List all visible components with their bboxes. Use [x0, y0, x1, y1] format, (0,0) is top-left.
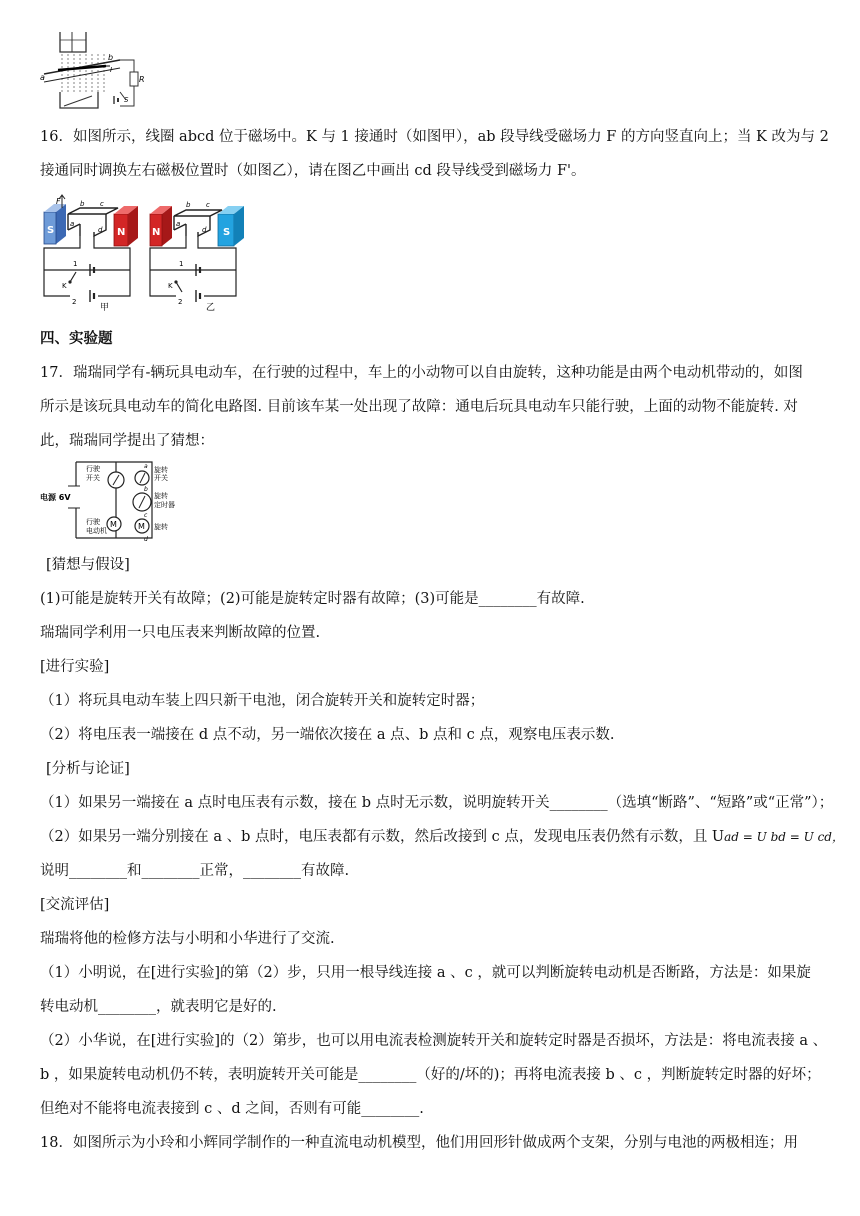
- point-d: d: [144, 536, 148, 542]
- section-heading: 四、实验题: [40, 331, 113, 347]
- experiment-heading: [进行实验]: [40, 659, 110, 675]
- rotate-switch-label-1: 旋转: [154, 466, 168, 474]
- drive-motor-M: M: [110, 520, 117, 529]
- timer-label-2: 定时器: [154, 501, 175, 509]
- method-text: 瑞瑞同学利用一只电压表来判断故障的位置.: [40, 625, 321, 641]
- analysis-heading: [分析与论证]: [46, 761, 130, 777]
- evaluation-1b: 转电动机________，就表明它是好的.: [40, 999, 277, 1015]
- evaluation-heading: [交流评估]: [40, 897, 110, 913]
- q16-line1: 16．如图所示，线圈 abcd 位于磁场中。K 与 1 接通时（如图甲），ab 段导线受磁场力 F 的方向竖直向上；当 K 改为与 2: [40, 129, 829, 145]
- label-N: N: [117, 227, 126, 238]
- label-2: 2: [72, 298, 77, 306]
- analysis-3: 说明________和________正常，________有故障.: [40, 863, 350, 879]
- q17-line2: 所示是该玩具电动车的简化电路图. 目前该车某一处出现了故障：通电后玩具电动车只能行驶，上面的动物不能旋转. 对: [40, 399, 798, 415]
- label-S: S: [124, 96, 129, 104]
- label-a: a: [70, 220, 75, 228]
- label-K: K: [62, 282, 67, 290]
- guess-heading: [猜想与假设]: [46, 557, 130, 573]
- rotate-motor-M: M: [138, 522, 145, 531]
- point-a: a: [144, 463, 148, 470]
- figure-jia: [40, 192, 144, 316]
- q16-line2: 接通同时调换左右磁极位置时（如图乙），请在图乙中画出 cd 段导线受到磁场力 F'。: [40, 163, 586, 179]
- evaluation-2b: b ，如果旋转电动机仍不转，表明旋转开关可能是________（好的/坏的)；再将电流表接 b 、c ，判断旋转定时器的好坏；: [40, 1067, 821, 1083]
- label-d: d: [202, 226, 207, 234]
- analysis-2-equation: ad = U bd = U cd，: [724, 830, 844, 844]
- analysis-2-text: （2）如果另一端分别接在 a 、b 点时，电压表都有示数，然后改接到 c 点，发现电压表仍然有示数，且 U: [40, 829, 725, 845]
- rotate-motor-label: 旋转: [154, 523, 168, 531]
- drive-motor-label-1: 行驶: [86, 518, 100, 526]
- drive-switch-label-1: 行驶: [86, 465, 100, 473]
- label-b: b: [108, 53, 114, 62]
- label-N: N: [152, 227, 161, 238]
- figure-yi: [146, 192, 250, 316]
- evaluation-intro: 瑞瑞将他的检修方法与小明和小华进行了交流.: [40, 931, 335, 947]
- experiment-step-2: （2）将电压表一端接在 d 点不动，另一端依次接在 a 点、b 点和 c 点，观察电压表示数.: [40, 727, 615, 743]
- figure-toy-circuit: [40, 458, 220, 542]
- label-S: S: [47, 225, 55, 236]
- caption-yi: 乙: [206, 303, 216, 313]
- evaluation-2a: （2）小华说，在[进行实验]的（2）第步，也可以用电流表检测旋转开关和旋转定时器是否损坏，方法是：将电流表接 a 、: [40, 1033, 828, 1049]
- caption-jia: 甲: [100, 303, 110, 313]
- label-b: b: [80, 200, 85, 208]
- label-I: I: [110, 66, 113, 74]
- evaluation-1a: （1）小明说，在[进行实验]的第（2）步，只用一根导线连接 a 、c ，就可以判断旋转电动机是否断路，方法是：如果旋: [40, 965, 811, 981]
- drive-switch-label-2: 开关: [86, 474, 100, 482]
- label-K: K: [168, 282, 173, 290]
- figure-magnet-rail: [38, 30, 148, 112]
- drive-motor-label-2: 电动机: [86, 527, 107, 535]
- label-2: 2: [178, 298, 183, 306]
- label-1: 1: [73, 260, 78, 268]
- guess-text: (1)可能是旋转开关有故障；(2)可能是旋转定时器有故障；(3)可能是________有故障.: [40, 591, 585, 607]
- timer-label-1: 旋转: [154, 492, 168, 500]
- label-S: S: [223, 227, 231, 238]
- label-a: a: [176, 220, 181, 228]
- q18-line1: 18．如图所示为小玲和小辉同学制作的一种直流电动机模型，他们用回形针做成两个支架，分别与电池的两极相连；用: [40, 1135, 798, 1151]
- experiment-step-1: （1）将玩具电动车装上四只新干电池，闭合旋转开关和旋转定时器；: [40, 693, 485, 709]
- point-b: b: [144, 486, 148, 493]
- point-c: c: [144, 512, 148, 519]
- q17-line3: 此，瑞瑞同学提出了猜想：: [40, 433, 214, 449]
- label-d: d: [98, 226, 103, 234]
- evaluation-2c: 但绝对不能将电流表接到 c 、d 之间，否则有可能________.: [40, 1101, 424, 1117]
- label-1: 1: [179, 260, 184, 268]
- power-label: 电源 6V: [40, 493, 71, 502]
- label-b: b: [186, 201, 191, 209]
- label-c: c: [100, 200, 104, 208]
- analysis-1: （1）如果另一端接在 a 点时电压表有示数，接在 b 点时无示数，说明旋转开关________（选填“断路”、“短路”或“正常”）；: [40, 795, 834, 811]
- label-c: c: [206, 201, 210, 209]
- label-R: R: [139, 75, 145, 84]
- label-a: a: [40, 73, 45, 82]
- analysis-2: [40, 826, 844, 848]
- q17-line1: 17．瑞瑞同学有-辆玩具电动车，在行驶的过程中，车上的小动物可以自由旋转，这种功能是由两个电动机带动的，如图: [40, 365, 803, 381]
- label-F: F: [56, 197, 61, 206]
- rotate-switch-label-2: 开关: [154, 474, 168, 482]
